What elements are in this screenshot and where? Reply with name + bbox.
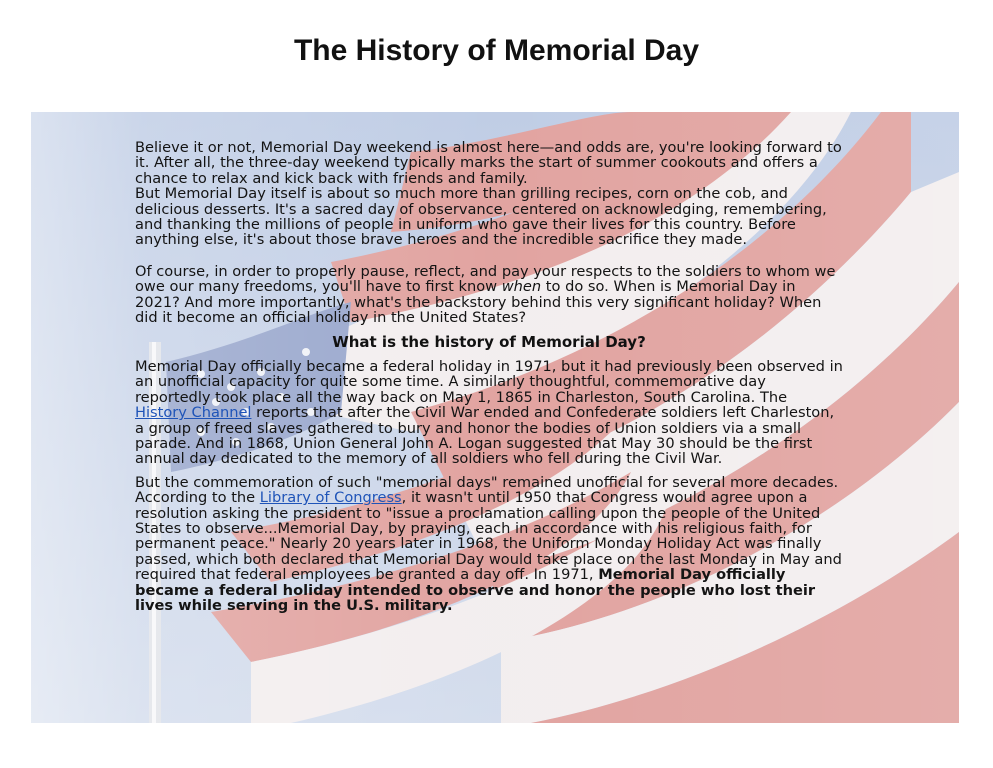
page-title: The History of Memorial Day [293,34,700,67]
emphasis-when: when [501,278,542,296]
history-text: Memorial Day officially became a federal holiday in 1971, but it had previously been observed in an unofficial capacity for quite some time. A similarly thoughtful, commemorative day reportedly took place all the way back on May 1, 1865 in Charleston, South Carolina. The [135,357,843,406]
history-channel-link[interactable]: History Channel [135,404,252,422]
intro-paragraph-1: Believe it or not, Memorial Day weekend is almost here—and odds are, you're looking forward to it. After all, the three-day weekend typically marks the start of summer cookouts and offers a chance to relax and kick back with friends and family. [135,139,842,187]
intro-text: Of course, in order to properly pause, reflect, and pay your respects to the soldiers to whom we owe our many freedoms, you'll have to first know [135,262,836,296]
section-heading: What is the history of Memorial Day? [332,333,646,352]
library-of-congress-link[interactable]: Library of Congress [259,489,402,507]
intro-paragraph-2: But Memorial Day itself is about so much more than grilling recipes, corn on the cob, and delicious desserts. It's a sacred day of observance, centered on acknowledging, remembering, and thanking the millions of people in uniform who gave their lives for this country. Before anything else, it's about those brave heroes and the incredible sacrifice they made. [135,185,827,249]
intro-paragraph-3 [135,264,843,326]
history-text: , it wasn't until 1950 that Congress would agree upon a resolution asking the president to "issue a proclamation calling upon the people of the United States to observe...Memorial Day, by praying, each in accordance with his religious faith, for permanent peace." Nearly 20 years later in 1968, the Uniform Monday Holiday Act was finally passed, which both declared that Memorial Day would take place on the last Monday in May and required that federal employees be granted a day off. In 1971, [135,489,842,584]
intro-text: to do so. When is Memorial Day in 2021? And more importantly, what's the backstory behind this very significant holiday? When did it become an official holiday in the United States? [135,278,822,327]
history-text: reports that after the Civil War ended and Confederate soldiers left Charleston, a group of freed slaves gathered to bury and honor the bodies of Union soldiers via a small parade. And in 1868, Union General John A. Logan suggested that May 30 should be the first annual day dedicated to the memory of all soldiers who fell during the Civil War. [135,404,835,468]
article-body [135,140,843,613]
flag-background [31,112,959,723]
history-text: But the commemoration of such "memorial days" remained unofficial for several more decades. According to the [135,473,839,507]
history-paragraph-1 [135,359,843,467]
history-paragraph-2 [135,475,843,614]
bold-conclusion: Memorial Day officially became a federal holiday intended to observe and honor the people who lost their lives while serving in the U.S. military. [135,566,816,614]
